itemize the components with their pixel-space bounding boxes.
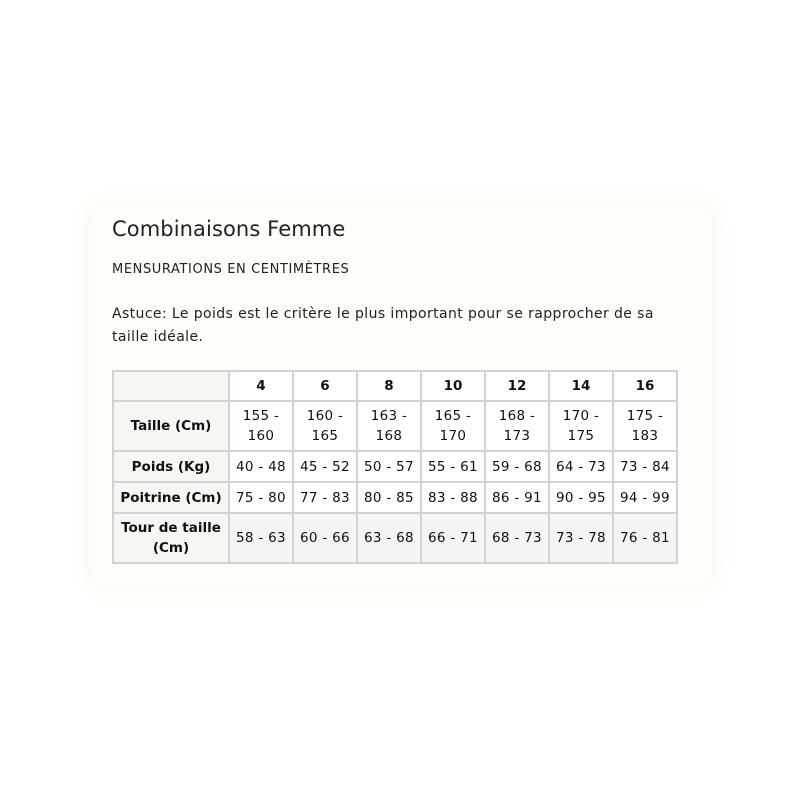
cell-value: 175 - 183 [626,408,664,444]
page-title: Combinaisons Femme [112,217,346,241]
table-cell: 58 - 63 [229,513,293,563]
cell-value: 155 - 160 [242,408,280,444]
cell-value: 170 - 175 [562,408,600,444]
cell-value: 168 - 173 [498,408,536,444]
table-cell [421,401,485,451]
table-cell: 68 - 73 [485,513,549,563]
size-header: 10 [421,371,485,401]
table-cell: 45 - 52 [293,451,357,482]
table-cell: 64 - 73 [549,451,613,482]
row-label-taille: Taille (Cm) [113,401,229,451]
table-cell: 75 - 80 [229,482,293,513]
cell-value: 165 - 170 [434,408,472,444]
row-label-poids: Poids (Kg) [113,451,229,482]
measurements-subtitle: MENSURATIONS EN CENTIMÈTRES [112,262,350,277]
table-cell [549,401,613,451]
table-row [113,513,677,563]
row-label-tour-de-taille: Tour de taille (Cm) [113,513,229,563]
table-cell: 73 - 84 [613,451,677,482]
table-cell: 55 - 61 [421,451,485,482]
size-header: 14 [549,371,613,401]
table-cell: 59 - 68 [485,451,549,482]
table-cell: 76 - 81 [613,513,677,563]
cell-value: 160 - 165 [306,408,344,444]
table-cell [229,401,293,451]
table-cell [613,401,677,451]
size-header: 4 [229,371,293,401]
table-cell: 80 - 85 [357,482,421,513]
table-cell: 86 - 91 [485,482,549,513]
table-corner-cell [113,371,229,401]
table-cell: 83 - 88 [421,482,485,513]
table-cell: 60 - 66 [293,513,357,563]
table-cell: 94 - 99 [613,482,677,513]
size-chart-table [112,370,678,564]
table-cell: 40 - 48 [229,451,293,482]
table-cell: 73 - 78 [549,513,613,563]
tip-text: Astuce: Le poids est le critère le plus important pour se rapprocher de sa taille idéale. [112,306,654,345]
table-cell: 66 - 71 [421,513,485,563]
table-row [113,401,677,451]
table-row [113,451,677,482]
table-cell: 90 - 95 [549,482,613,513]
table-row [113,482,677,513]
table-cell: 63 - 68 [357,513,421,563]
cell-value: 163 - 168 [370,408,408,444]
table-cell [485,401,549,451]
table-cell: 77 - 83 [293,482,357,513]
size-header: 8 [357,371,421,401]
row-label-poitrine: Poitrine (Cm) [113,482,229,513]
table-cell: 50 - 57 [357,451,421,482]
table-header-row [113,371,677,401]
size-header: 16 [613,371,677,401]
table-cell [293,401,357,451]
table-cell [357,401,421,451]
size-header: 12 [485,371,549,401]
size-header: 6 [293,371,357,401]
